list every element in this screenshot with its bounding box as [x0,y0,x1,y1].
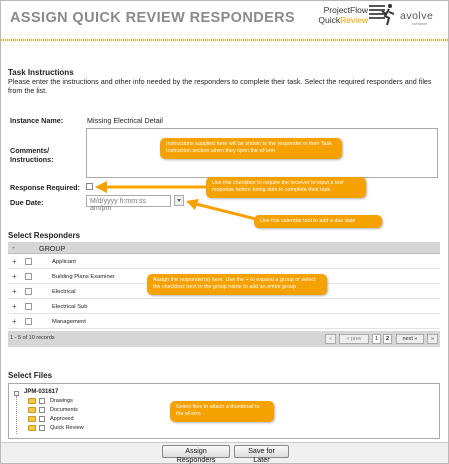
brand-line2 [318,15,368,25]
responder-row-management[interactable] [8,315,440,329]
avolve-logo-sub: software [412,22,428,26]
records-count: 1 - 5 of 10 records [10,335,55,341]
expand-toggle[interactable]: + [12,272,17,281]
responder-row-applicant[interactable] [8,255,440,269]
first-page-button[interactable]: « [325,334,336,344]
group-name: Management [52,319,86,325]
instance-name-value: Missing Electrical Detail [87,116,163,125]
due-arrow-icon [186,199,256,223]
tree-item-label: Documents [50,407,78,413]
calendar-dropdown-button[interactable] [174,195,184,206]
due-date-label: Due Date: [10,198,44,207]
next-page-button[interactable]: next » [396,334,424,344]
file-checkbox[interactable] [39,398,45,404]
comments-callout: Instructions supplied here will be shown to the responder in their Task Instruction section when they open the eForm [160,138,342,159]
expand-toggle[interactable]: + [12,302,17,311]
response-arrow-icon [95,180,207,194]
responders-callout: Assign the responder(s) here. Use the + to expand a group or select the checkbox next to the group name to add an entire group [147,274,327,295]
brand-review: Review [340,15,368,25]
responders-pager [8,331,440,347]
tree-connector [16,396,17,434]
group-checkbox[interactable] [25,318,32,325]
runner-logo-icon [368,3,398,27]
group-name: Building Plans Examiner [52,274,115,280]
assign-responders-button[interactable]: Assign Responders [162,445,230,458]
due-date-input[interactable]: M/d/yyyy h:mm:ss am/pm [86,195,171,207]
due-date-callout: Use this calendar tool to add a due date [254,215,382,228]
response-required-label: Response Required: [10,183,80,192]
page-1-button[interactable]: 1 [372,334,381,344]
brand-quick: Quick [318,15,341,25]
folder-icon [28,398,36,404]
response-required-checkbox[interactable] [86,183,93,190]
file-checkbox[interactable] [39,407,45,413]
page-2-button[interactable]: 2 [383,334,392,344]
files-callout: Select files to attach a thumbnail to the eForm [170,401,274,422]
tree-item-label: Drawings [50,398,73,404]
group-name: Electrical Sub [52,304,88,310]
responder-row-electrical-sub[interactable] [8,300,440,314]
expand-toggle[interactable]: + [12,257,17,266]
comments-label: Comments/ Instructions: [10,146,54,164]
file-checkbox[interactable] [39,416,45,422]
group-column-header[interactable]: GROUP [39,244,66,253]
select-responders-title: Select Responders [8,231,81,240]
header-divider [1,39,448,41]
group-checkbox[interactable] [25,303,32,310]
tree-item-label: Approved [50,416,74,422]
tree-root-toggle[interactable] [14,391,19,396]
last-page-button[interactable]: » [427,334,438,344]
group-name: Electrical [52,289,76,295]
folder-icon [28,407,36,413]
select-files-title: Select Files [8,371,53,380]
group-checkbox[interactable] [25,258,32,265]
prev-page-button[interactable]: « prev [339,334,369,344]
expand-toggle[interactable]: + [12,317,17,326]
avolve-logo: avolve [400,10,434,22]
group-name: Applicant [52,259,76,265]
folder-icon [28,425,36,431]
response-callout: Use this checkbox to require the receiver to input a text response before being able to complete their task [206,177,366,198]
instance-name-label: Instance Name: [10,116,64,125]
page-title: ASSIGN QUICK REVIEW RESPONDERS [10,10,296,26]
folder-icon [28,416,36,422]
brand-logo-text [318,5,368,25]
group-checkbox[interactable] [25,288,32,295]
file-checkbox[interactable] [39,425,45,431]
expand-toggle[interactable]: + [12,287,17,296]
responders-grid-header [8,242,440,254]
tree-root-label[interactable]: JPM-031617 [24,389,59,395]
group-checkbox[interactable] [25,273,32,280]
tree-item-label: Quick Review [50,425,84,431]
brand-line1: ProjectFlow [323,5,368,15]
collapse-all-toggle[interactable]: - [12,243,15,252]
task-instructions-title: Task Instructions [8,68,74,77]
save-for-later-button[interactable]: Save for Later [234,445,289,458]
task-instructions-text: Please enter the instructions and other info needed by the responders to complete their task. Select the required responders and files from the list. [8,77,432,95]
